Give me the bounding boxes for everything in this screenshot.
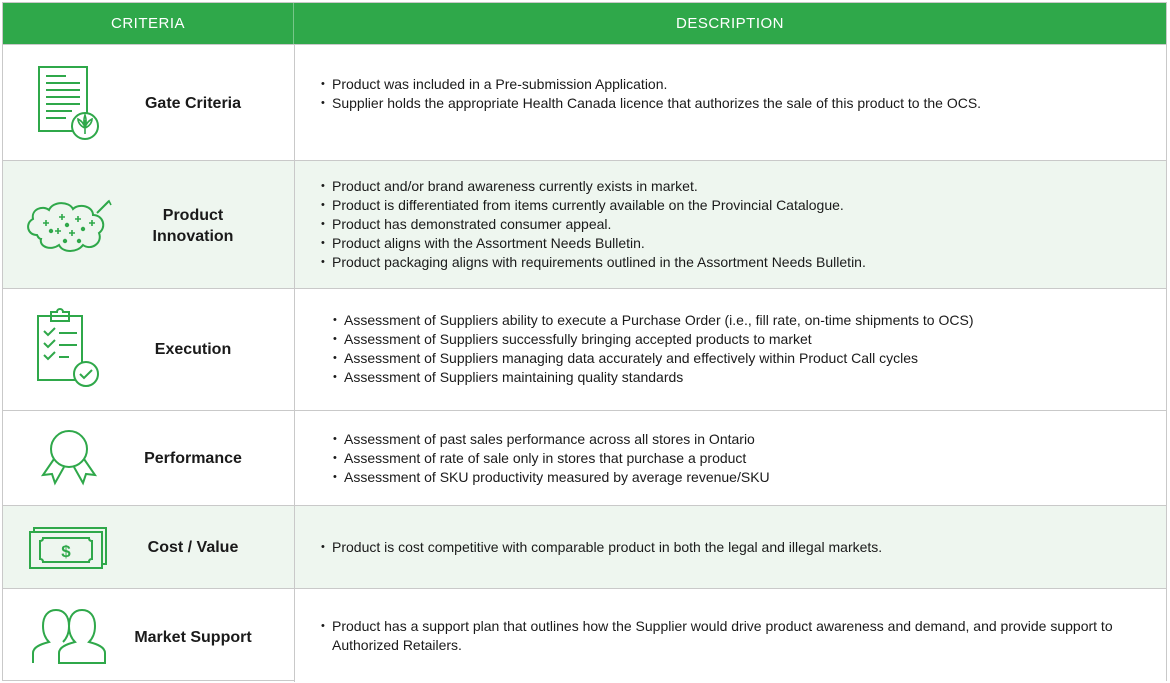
list-item: • Product is differentiated from items currently available on the Provincial Catalogue. [321, 196, 1151, 215]
table-row-cost-value [3, 505, 1166, 588]
list-item: • Product packaging aligns with requirements outlined in the Assortment Needs Bulletin. [321, 253, 1151, 272]
list-item: • Product is cost competitive with comparable product in both the legal and illegal markets. [321, 538, 1151, 557]
table-row-execution [3, 288, 1166, 410]
criteria-label-line1: Product [162, 207, 224, 224]
people-icon [31, 607, 107, 665]
description-cell [294, 411, 1166, 505]
description-cell [294, 45, 1166, 160]
table-header [3, 3, 1166, 44]
cannabis-bud-icon [25, 197, 113, 253]
criteria-label-line2: Innovation [152, 228, 234, 245]
table-row-performance [3, 410, 1166, 505]
list-item: • Assessment of Suppliers ability to execute a Purchase Order (i.e., fill rate, on-time shipments to OCS) [333, 311, 1153, 330]
table-row-gate-criteria [3, 44, 1166, 160]
criteria-label: Performance [144, 450, 242, 467]
bullet-list [321, 617, 1121, 655]
criteria-label [118, 205, 268, 247]
list-item: • Assessment of SKU productivity measured by average revenue/SKU [333, 468, 1153, 487]
list-item: • Supplier holds the appropriate Health Canada licence that authorizes the sale of this product to the OCS. [321, 94, 1151, 113]
list-item: • Assessment of Suppliers managing data accurately and effectively within Product Call cycles [333, 349, 1153, 368]
criteria-label: Gate Criteria [144, 95, 242, 112]
criteria-label: Market Support [134, 629, 252, 646]
criteria-cell [3, 589, 293, 682]
description-cell [294, 289, 1166, 410]
criteria-column-header: CRITERIA [110, 15, 185, 32]
criteria-cell [3, 161, 293, 288]
bullet-list [321, 538, 1151, 557]
list-item: • Product has a support plan that outlines how the Supplier would drive product awareness and demand, and provide support to Authorized Retailers. [321, 617, 1121, 655]
criteria-cell [3, 411, 293, 505]
bullet-list [333, 430, 1153, 487]
criteria-cell [3, 289, 293, 410]
bullet-list [333, 311, 1153, 387]
list-item: • Product was included in a Pre-submission Application. [321, 75, 1151, 94]
list-item: • Product and/or brand awareness currently exists in market. [321, 177, 1151, 196]
description-cell [294, 506, 1166, 588]
checklist-clipboard-icon [35, 307, 103, 389]
money-bills-icon [28, 526, 108, 570]
criteria-label: Execution [154, 341, 232, 358]
table-row-product-innovation [3, 160, 1166, 288]
criteria-label: Cost / Value [147, 539, 239, 556]
list-item: • Assessment of Suppliers successfully bringing accepted products to market [333, 330, 1153, 349]
description-cell [294, 161, 1166, 288]
bullet-list [321, 75, 1151, 113]
table-row-market-support [3, 588, 1166, 682]
list-item: • Product has demonstrated consumer appeal. [321, 215, 1151, 234]
list-item: • Product aligns with the Assortment Needs Bulletin. [321, 234, 1151, 253]
criteria-cell [3, 45, 293, 160]
document-cannabis-icon [36, 64, 102, 142]
criteria-table [2, 2, 1167, 681]
list-item: • Assessment of past sales performance across all stores in Ontario [333, 430, 1153, 449]
description-cell [294, 589, 1166, 682]
list-item: • Assessment of rate of sale only in stores that purchase a product [333, 449, 1153, 468]
bullet-list [321, 177, 1151, 272]
criteria-cell [3, 506, 293, 588]
svg-text:$: $ [61, 542, 71, 561]
list-item: • Assessment of Suppliers maintaining quality standards [333, 368, 1153, 387]
award-ribbon-icon [40, 428, 98, 486]
description-column-header: DESCRIPTION [675, 15, 784, 32]
